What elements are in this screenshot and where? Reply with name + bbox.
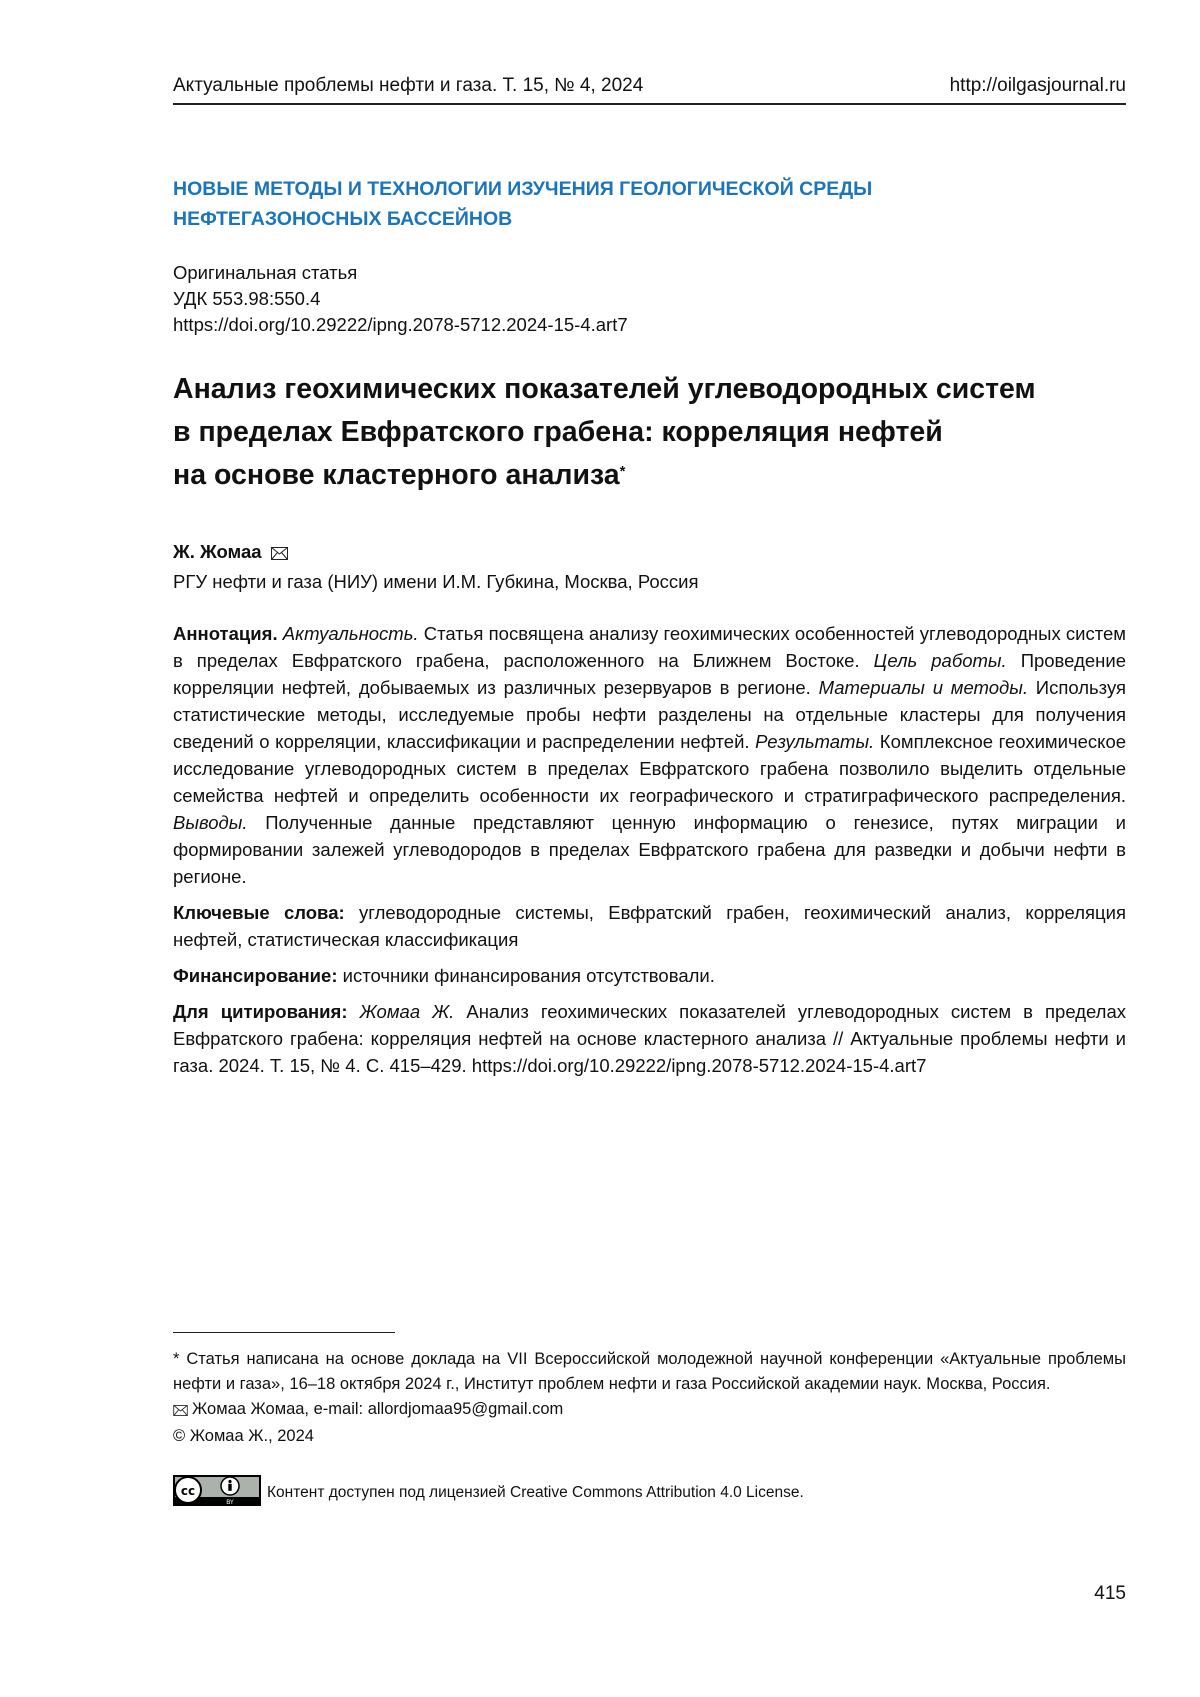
abstract-block xyxy=(173,620,1126,1088)
conference-footnote: * Статья написана на основе доклада на VII Всероссийской молодежной научной конференции «Актуальные проблемы нефти и газа», 16–18 октября 2024 г., Институт проблем нефти и газа Российской академии наук. Москва, Россия. xyxy=(173,1350,1126,1393)
title-line: Анализ геохимических показателей углеводородных систем xyxy=(173,373,1036,405)
envelope-icon xyxy=(173,1399,188,1424)
author-block xyxy=(173,538,1126,596)
funding-text: источники финансирования отсутствовали. xyxy=(342,965,715,986)
methods-text: Используя статистические методы, исследуемые пробы нефти разделены на отдельные кластеры для получения сведений о корреляции, классификации и распределении нефтей. xyxy=(173,677,1127,752)
license-text: Контент доступен под лицензией Creative Commons Attribution 4.0 License. xyxy=(267,1484,804,1501)
citation-author: Жомаа Ж. xyxy=(359,1001,455,1022)
methods-label: Материалы и методы. xyxy=(818,677,1028,698)
funding-paragraph xyxy=(173,962,1126,989)
abstract-paragraph xyxy=(173,620,1126,890)
section-heading-line: НЕФТЕГАЗОНОСНЫХ БАССЕЙНОВ xyxy=(173,208,513,230)
aim-label: Цель работы. xyxy=(873,650,1007,671)
envelope-icon[interactable] xyxy=(271,540,288,568)
title-line: на основе кластерного анализа xyxy=(173,459,620,491)
relevance-text: Статья посвящена анализу геохимических особенностей углеводородных систем в пределах Евфратского грабена, расположенного на Ближнем Востоке. xyxy=(173,623,1127,671)
cc-by-badge-icon[interactable] xyxy=(173,1475,261,1511)
article-title xyxy=(173,368,1126,497)
contact-footnote xyxy=(173,1397,1126,1424)
page-number: 415 xyxy=(1094,1583,1126,1604)
aim-text: Проведение корреляции нефтей, добываемых из различных резервуаров в регионе. xyxy=(173,650,1126,698)
keywords-paragraph xyxy=(173,899,1126,953)
conclusions-text: Полученные данные представляют ценную информацию о генезисе, путях миграции и формировании залежей углеводородов в пределах Евфратского грабена для разведки и добычи нефти в регионе. xyxy=(173,812,1127,887)
funding-label: Финансирование: xyxy=(173,965,338,986)
keywords-text: углеводородные системы, Евфратский грабен, геохимический анализ, корреляция нефтей, статистическая классификация xyxy=(173,902,1126,950)
results-label: Результаты. xyxy=(755,731,875,752)
license-line xyxy=(173,1475,1126,1511)
conclusions-label: Выводы. xyxy=(173,812,248,833)
udc-code: УДК 553.98:550.4 xyxy=(173,288,321,309)
citation-label: Для цитирования: xyxy=(173,1001,348,1022)
section-heading-line: НОВЫЕ МЕТОДЫ И ТЕХНОЛОГИИ ИЗУЧЕНИЯ ГЕОЛОГИЧЕСКОЙ СРЕДЫ xyxy=(173,178,873,200)
copyright-notice: © Жомаа Ж., 2024 xyxy=(173,1427,314,1445)
citation-paragraph xyxy=(173,998,1126,1079)
footnote-divider xyxy=(173,1332,395,1333)
results-text: Комплексное геохимическое исследование углеводородных систем в пределах Евфратского грабена позволило выделить отдельные семейства нефтей и определить особенности их географического и стратиграфического распределения. xyxy=(173,731,1127,806)
doi-link[interactable]: https://doi.org/10.29222/ipng.2078-5712.2024-15-4.art7 xyxy=(173,314,628,335)
keywords-label: Ключевые слова: xyxy=(173,902,345,923)
footnotes-block xyxy=(173,1347,1126,1449)
journal-citation: Актуальные проблемы нефти и газа. Т. 15, № 4, 2024 xyxy=(173,75,644,96)
article-type: Оригинальная статья xyxy=(173,262,358,283)
relevance-label: Актуальность. xyxy=(282,623,419,644)
running-header xyxy=(173,74,1126,105)
author-affiliation: РГУ нефти и газа (НИУ) имени И.М. Губкина, Москва, Россия xyxy=(173,571,699,592)
section-heading xyxy=(173,174,1073,234)
journal-url[interactable]: http://oilgasjournal.ru xyxy=(949,75,1126,96)
author-name: Ж. Жомаа xyxy=(173,541,262,562)
abstract-label: Аннотация. xyxy=(173,623,278,644)
contact-email[interactable]: Жомаа Жомаа, e-mail: allordjomaa95@gmail.com xyxy=(192,1400,564,1418)
svg-text:BY: BY xyxy=(226,1499,234,1506)
svg-text:cc: cc xyxy=(180,1484,196,1498)
article-meta xyxy=(173,260,1073,338)
citation-text: Анализ геохимических показателей углеводородных систем в пределах Евфратского грабена: корреляция нефтей на основе кластерного анализа // Актуальные проблемы нефти и газа. 2024. Т. 15, № 4. С. 415–429. https://doi.org/10.29222/ipng.2078-5712.2024-15-4.art7 xyxy=(173,1001,1127,1076)
title-line: в пределах Евфратского грабена: корреляция нефтей xyxy=(173,416,943,448)
title-footnote-marker: * xyxy=(619,463,626,480)
